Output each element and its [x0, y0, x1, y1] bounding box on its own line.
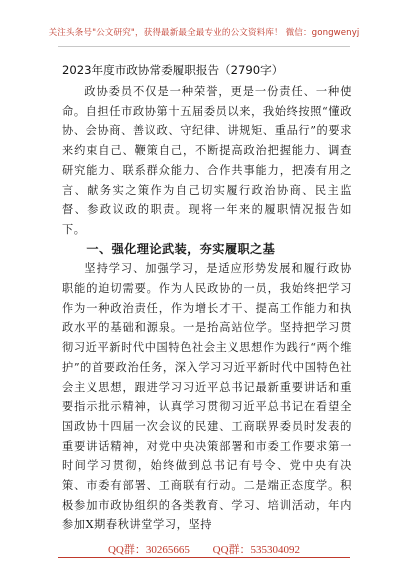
document-body: [62, 82, 352, 535]
section-paragraph: 坚持学习、加强学习，是适应形势发展和履行政协职能的迫切需要。作为人民政协的一员，我始终把学习作为一种政治责任，作为增长才干、提高工作能力和执政水平的基础和源泉。一是抬高站位学。坚持把学习贯彻习近平新时代中国特色社会主义思想作为践行“两个维护”的首要政治任务，深入学习习近平新时代中国特色社会主义思想，跟进学习习近平总书记最新重要讲话和重要指示批示精神，认真学习贯彻习近平总书记在看望全国政协十四届一次会议的民建、工商联界委员时发表的重要讲话精神，对党中央决策部署和市委工作要求第一时间学习贯彻，始终做到总书记有号令、党中央有决策、市委有部署、工商联有行动。二是端正态度学。积极参加市政协组织的各类教育、学习、培训活动，年内参加X期春秋讲堂学习，坚持: [62, 262, 352, 532]
footer-contact: [0, 541, 408, 557]
footer-qq-group-2: QQ群：535304092: [212, 544, 301, 556]
section-heading: 一、强化理论武装，夯实履职之基: [86, 241, 276, 256]
header-divider: [58, 46, 350, 47]
header-note: 关注头条号"公文研究"，获得最新最全最专业的公文资料库！ 微信：gongwenyj: [48, 28, 360, 38]
footer-qq-group-1: QQ群：30265665: [107, 544, 190, 556]
footer-divider: [58, 557, 350, 558]
intro-paragraph: 政协委员不仅是一种荣誉，更是一份责任、一种使命。自担任市政协第十五届委员以来，我始终按照“懂政协、会协商、善议政、守纪律、讲规矩、重品行”的要求来约束自己、鞭策自己，不断提高政治把握能力、调查研究能力、联系群众能力、合作共事能力，把凑有用之言、献务实之策作为自己切实履行政治协商、民主监督、参政议政的职责。现将一年来的履职情况报告如下。: [62, 85, 352, 236]
document-title: 2023年度市政协常委履职报告（2790字）: [62, 63, 284, 77]
